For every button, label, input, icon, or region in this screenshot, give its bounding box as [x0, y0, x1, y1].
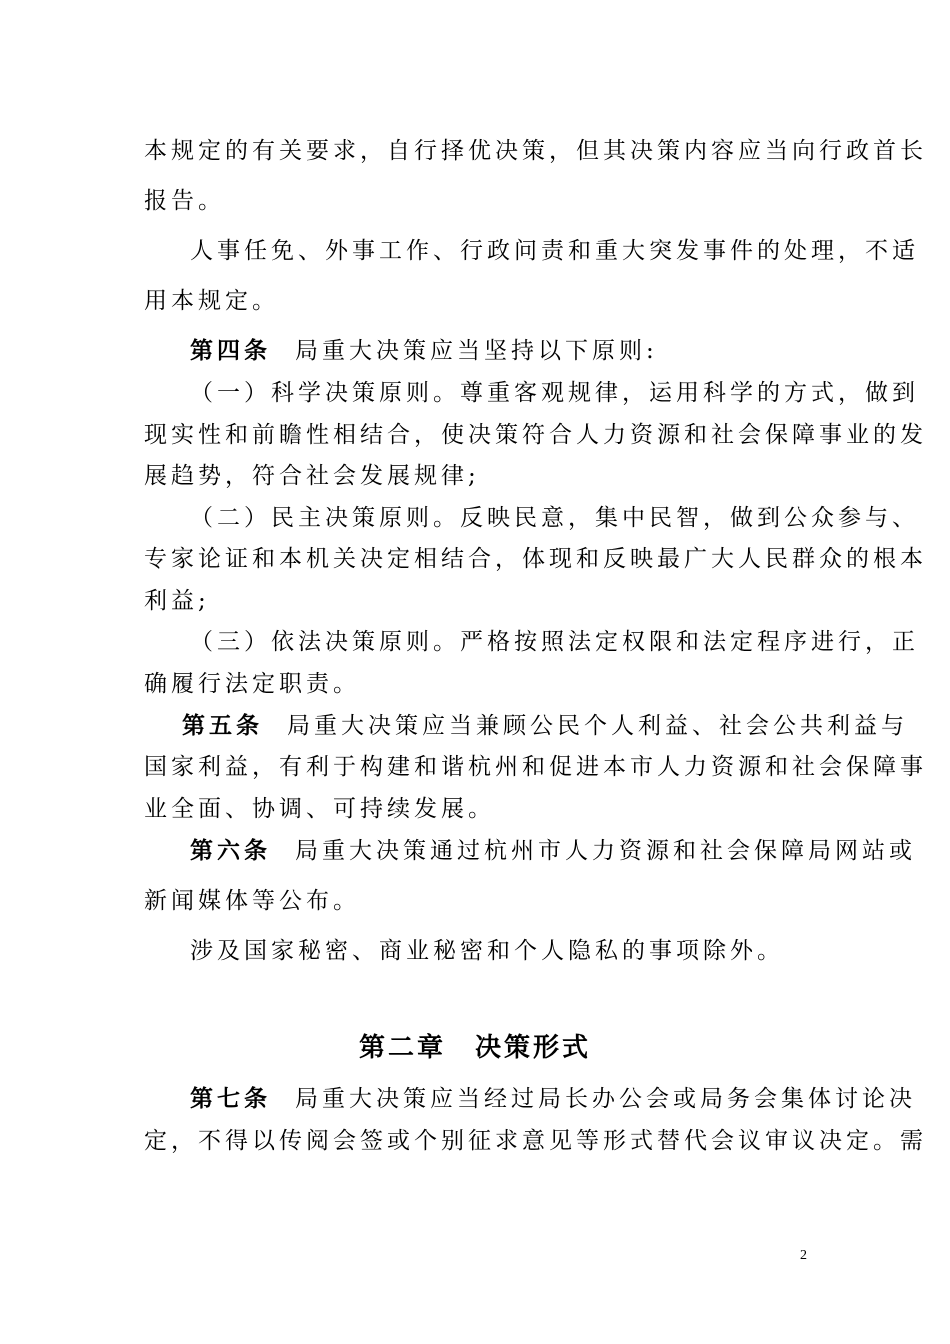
text-line: 用本规定。 — [144, 288, 279, 314]
article-heading: 第四条 — [190, 337, 271, 364]
text-line: 确履行法定职责。 — [144, 671, 360, 697]
text-line: （二）民主决策原则。反映民意，集中民智，做到公众参与、 — [190, 505, 919, 531]
text-line: 人事任免、外事工作、行政问责和重大突发事件的处理，不适 — [190, 238, 919, 264]
article-7-line: 第七条 局重大决策应当经过局长办公会或局务会集体讨论决 — [190, 1085, 916, 1112]
article-heading: 第七条 — [190, 1085, 271, 1112]
text-line: （三）依法决策原则。严格按照法定权限和法定程序进行，正 — [190, 629, 919, 655]
text-line: 新闻媒体等公布。 — [144, 888, 360, 914]
text-line: 业全面、协调、可持续发展。 — [144, 796, 495, 822]
text-line: 现实性和前瞻性相结合，使决策符合人力资源和社会保障事业的发 — [144, 422, 927, 448]
article-heading: 第五条 — [182, 712, 263, 739]
text-line: 报告。 — [144, 188, 225, 214]
article-6-line: 第六条 局重大决策通过杭州市人力资源和社会保障局网站或 — [190, 837, 916, 864]
page-number: 2 — [800, 1248, 807, 1263]
article-heading: 第六条 — [190, 837, 271, 864]
text-line: （一）科学决策原则。尊重客观规律，运用科学的方式，做到 — [190, 380, 919, 406]
text-line: 展趋势，符合社会发展规律; — [144, 463, 480, 489]
text-line: 本规定的有关要求，自行择优决策，但其决策内容应当向行政首长 — [144, 138, 927, 164]
text-line: 专家论证和本机关决定相结合，体现和反映最广大人民群众的根本 — [144, 546, 927, 572]
text-line: 定，不得以传阅会签或个别征求意见等形式替代会议审议决定。需 — [144, 1128, 927, 1154]
chapter-heading: 第二章 决策形式 — [358, 1033, 591, 1063]
article-5-line: 第五条 局重大决策应当兼顾公民个人利益、社会公共利益与 — [182, 712, 908, 739]
text-line: 涉及国家秘密、商业秘密和个人隐私的事项除外。 — [190, 938, 784, 964]
text-line: 利益; — [144, 588, 210, 614]
text-line: 国家利益，有利于构建和谐杭州和促进本市人力资源和社会保障事 — [144, 754, 927, 780]
article-4-line: 第四条 局重大决策应当坚持以下原则: — [190, 337, 658, 364]
